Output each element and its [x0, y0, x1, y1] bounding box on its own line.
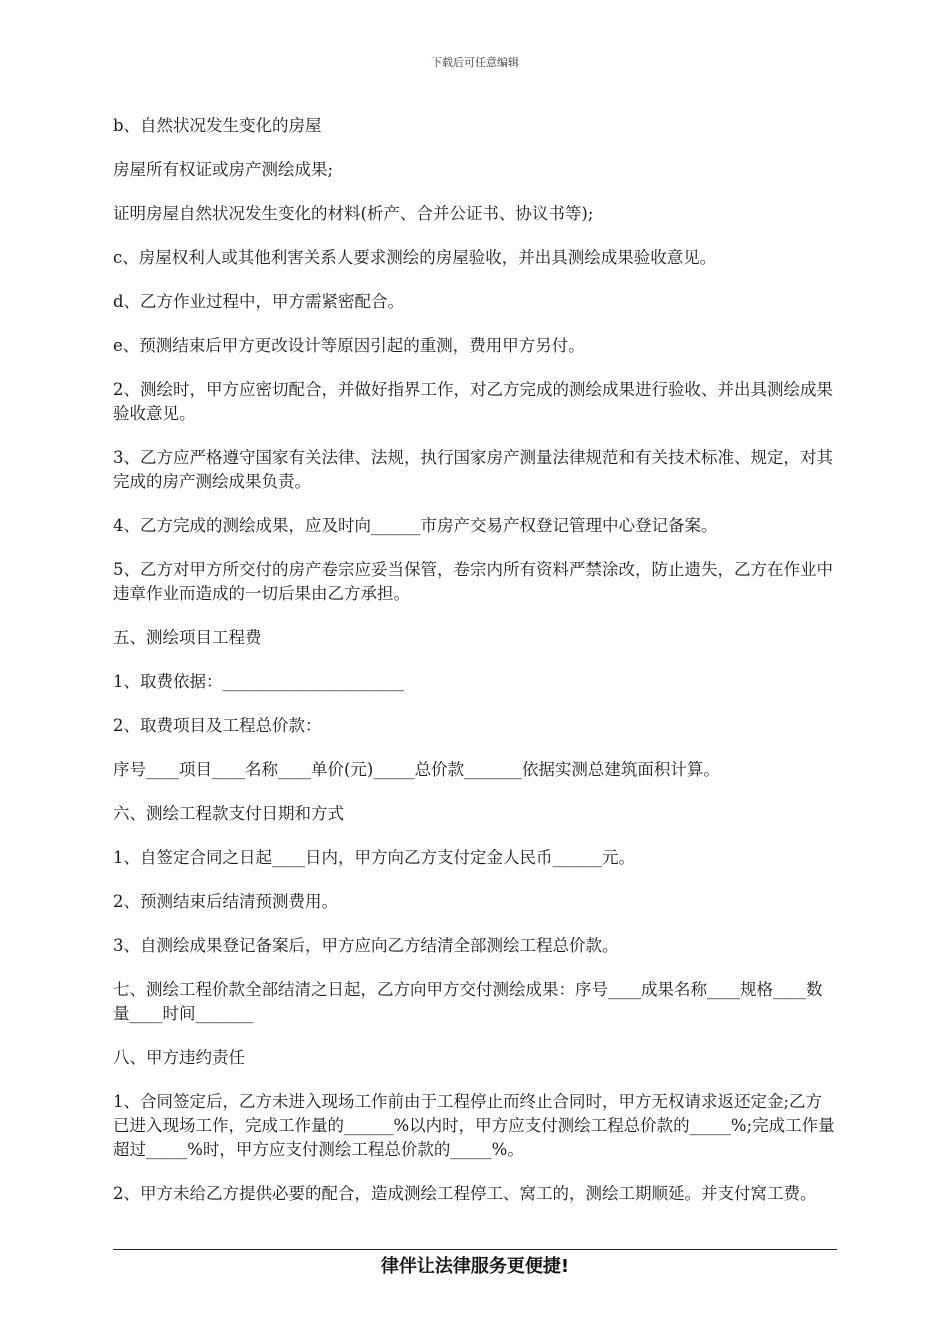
paragraph-c-acceptance: c、房屋权利人或其他利害关系人要求测绘的房屋验收，并出具测绘成果验收意见。	[113, 248, 717, 267]
paragraph-b-natural-change: b、自然状况发生变化的房屋	[113, 116, 322, 135]
paragraph-deposit: 1、自签定合同之日起____日内，甲方向乙方支付定金人民币______元。	[113, 848, 635, 867]
paragraph-fee-table-line: 序号____项目____名称____单价(元)_____总价款_______依据实测总建筑面积计算。	[113, 760, 720, 779]
paragraph-e-remeasure: e、预测结束后甲方更改设计等原因引起的重测，费用甲方另付。	[113, 336, 585, 355]
footer-divider	[113, 1249, 837, 1250]
paragraph-presurvey-settlement: 2、预测结束后结清预测费用。	[113, 892, 338, 911]
paragraph-idle-work-fee: 2、甲方未给乙方提供必要的配合，造成测绘工程停工、窝工的，测绘工期顺延。并支付窝工费。	[113, 1184, 817, 1203]
section-7-deliverables: 七、测绘工程价款全部结清之日起，乙方向甲方交付测绘成果：序号____成果名称____规格____数量____时间_______	[113, 980, 823, 1023]
paragraph-2-survey-cooperation: 2、测绘时，甲方应密切配合，并做好指界工作，对乙方完成的测绘成果进行验收、并出具测绘成果验收意见。	[113, 380, 833, 423]
paragraph-ownership-certificate: 房屋所有权证或房产测绘成果;	[113, 160, 334, 179]
paragraph-termination-deposit: 1、合同签定后，乙方未进入现场工作前由于工程停止而终止合同时，甲方无权请求返还定金;乙方已进入现场工作，完成工作量的______%以内时，甲方应支付测绘工程总价款的_____%;完成工作量超过_____%时，甲方应支付测绘工程总价款的_____%。	[113, 1092, 835, 1159]
paragraph-3-compliance: 3、乙方应严格遵守国家有关法律、法规，执行国家房产测量法律规范和有关技术标准、规定，对其完成的房产测绘成果负责。	[113, 448, 833, 491]
section-heading-5-fees: 五、测绘项目工程费	[113, 628, 262, 647]
paragraph-fee-basis: 1、取费依据：______________________	[113, 672, 404, 691]
paragraph-4-registration: 4、乙方完成的测绘成果，应及时向______市房产交易产权登记管理中心登记备案。	[113, 516, 718, 535]
paragraph-final-settlement: 3、自测绘成果登记备案后，甲方应向乙方结清全部测绘工程总价款。	[113, 936, 619, 955]
section-heading-6-payment: 六、测绘工程款支付日期和方式	[113, 804, 344, 823]
paragraph-fee-items: 2、取费项目及工程总价款：	[113, 716, 322, 735]
paragraph-d-cooperation: d、乙方作业过程中，甲方需紧密配合。	[113, 292, 405, 311]
paragraph-5-records-custody: 5、乙方对甲方所交付的房产卷宗应妥当保管，卷宗内所有资料严禁涂改，防止遗失，乙方在作业中违章作业而造成的一切后果由乙方承担。	[113, 560, 833, 603]
section-heading-8-party-a-liability: 八、甲方违约责任	[113, 1048, 245, 1067]
document-body	[113, 114, 837, 1226]
page-header: 下载后可任意编辑	[431, 56, 519, 69]
footer-slogan: 律伴让法律服务更便捷!	[380, 1256, 570, 1277]
paragraph-change-materials: 证明房屋自然状况发生变化的材料(析产、合并公证书、协议书等);	[113, 204, 594, 223]
